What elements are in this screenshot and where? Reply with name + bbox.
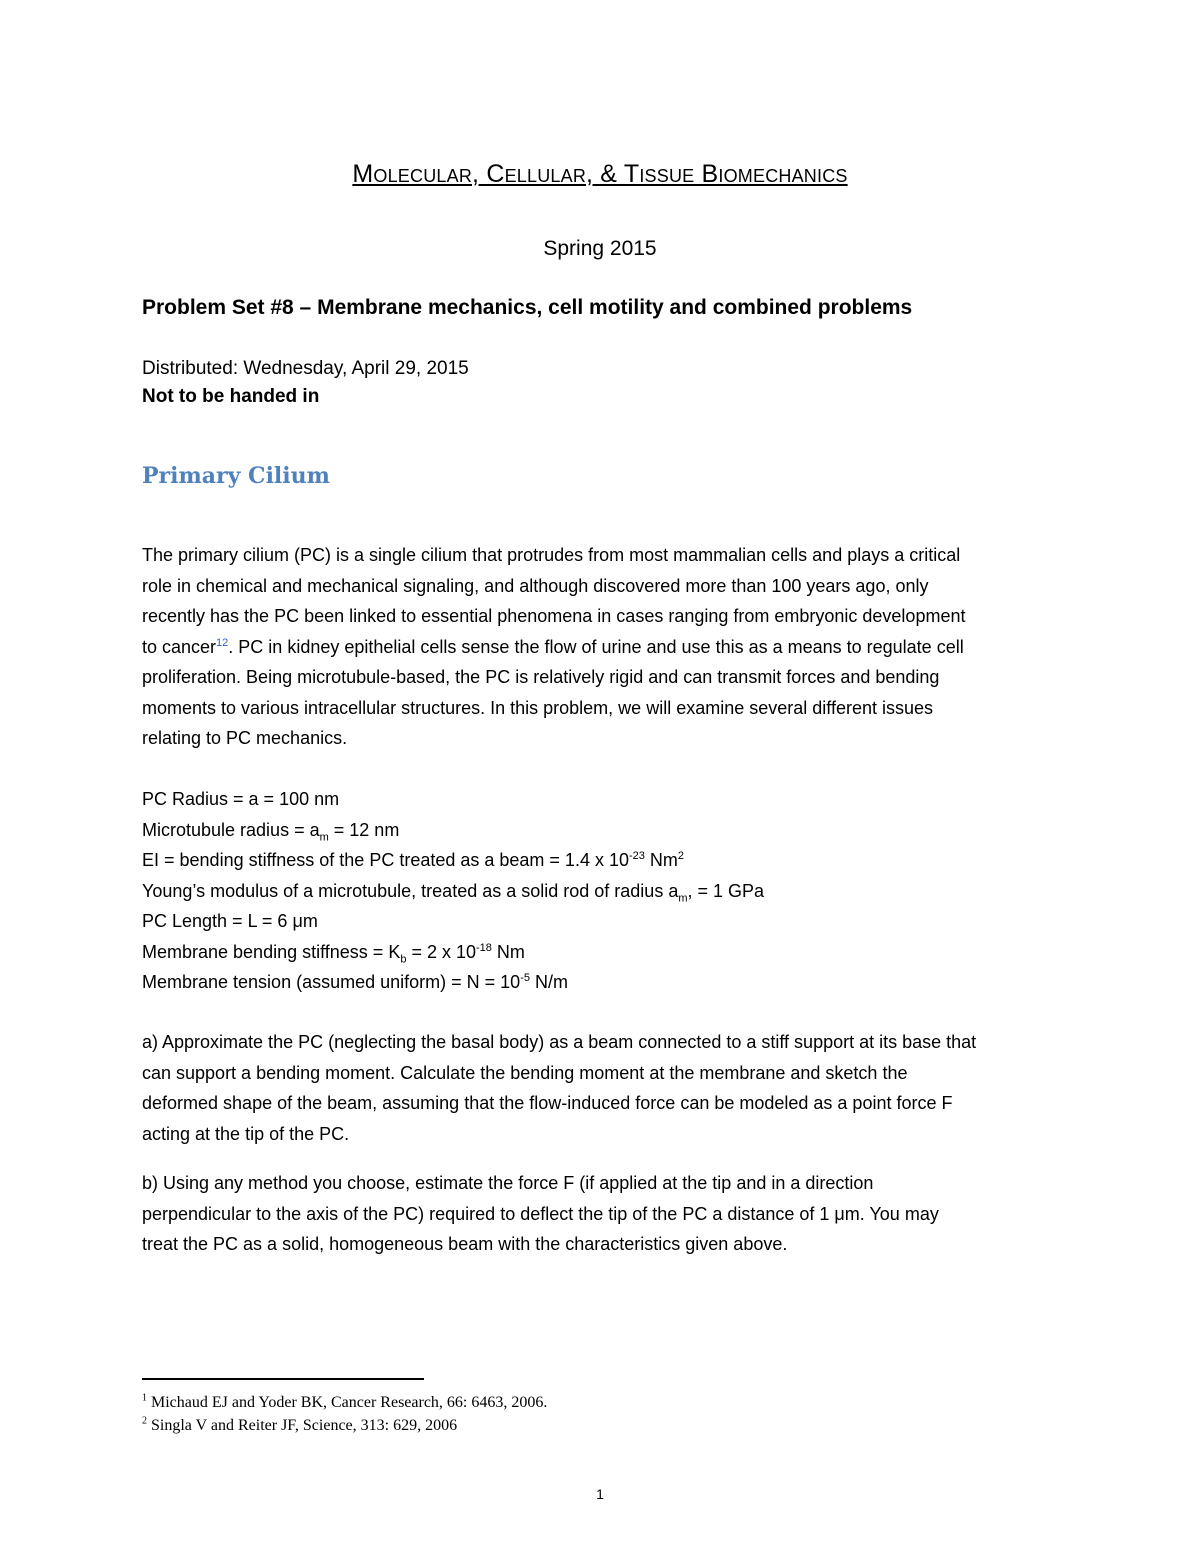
param-microtubule-radius: [142, 815, 1062, 846]
question-line: can support a bending moment. Calculate the bending moment at the membrane and sketch the: [142, 1062, 908, 1083]
param-text: Nm: [491, 941, 525, 962]
intro-line: proliferation. Being microtubule-based, the PC is relatively rigid and can transmit forces and bending: [142, 667, 940, 687]
footnote-text: Singla V and Reiter JF, Science, 313: 629, 2006: [147, 1417, 458, 1434]
param-superscript: -23: [628, 850, 645, 862]
intro-line: [142, 632, 1062, 663]
question-line: deformed shape of the beam, assuming that the flow-induced force can be modeled as a point force F: [142, 1093, 953, 1113]
param-text: = 2 x 10: [406, 941, 477, 962]
intro-line: recently has the PC been linked to essential phenomena in cases ranging from embryonic development: [142, 606, 966, 626]
intro-line: moments to various intracellular structures. In this problem, we will examine several different issues: [142, 697, 933, 718]
footnote-mark: 2: [142, 1415, 147, 1427]
param-text: Young’s modulus of a microtubule, treated as a solid rod of radius a: [142, 880, 679, 901]
question-line: a) Approximate the PC (neglecting the basal body) as a beam connected to a stiff support at its base that: [142, 1032, 977, 1052]
question-line: perpendicular to the axis of the PC) required to deflect the tip of the PC a distance of 1 μm. You may: [142, 1203, 939, 1224]
footnote-mark: 1: [142, 1392, 147, 1404]
intro-line: role in chemical and mechanical signaling, and although discovered more than 100 years ago, only: [142, 575, 929, 596]
param-subscript: m: [319, 831, 329, 844]
course-title: Molecular, Cellular, & Tissue Biomechanics: [352, 160, 848, 188]
param-subscript: m: [678, 892, 688, 905]
intro-line: The primary cilium (PC) is a single cilium that protrudes from most mammalian cells and plays a critical: [142, 545, 961, 565]
section-heading: Primary Cilium: [142, 463, 330, 489]
param-pc-length: PC Length = L = 6 μm: [142, 911, 318, 931]
param-text: Microtubule radius = a: [142, 819, 320, 840]
param-text: N/m: [529, 972, 568, 992]
question-part-b: [142, 1168, 1062, 1260]
param-text: Nm: [644, 850, 678, 870]
param-text: Membrane bending stiffness = K: [142, 941, 401, 962]
footnote-1: [142, 1394, 547, 1412]
param-membrane-bending-stiffness: [142, 937, 1062, 968]
footnote-text: Michaud EJ and Yoder BK, Cancer Research, 66: 6463, 2006.: [147, 1394, 548, 1411]
param-bending-stiffness: [142, 845, 1062, 876]
footnote-reference[interactable]: 12: [216, 636, 229, 649]
page-number: 1: [596, 1486, 604, 1502]
question-part-a: [142, 1027, 1062, 1149]
parameters-list: [142, 784, 1062, 998]
param-text: Membrane tension (assumed uniform) = N = 10: [142, 972, 521, 992]
distributed-date: Distributed: Wednesday, April 29, 2015: [142, 358, 469, 379]
intro-text: . PC in kidney epithelial cells sense the flow of urine and use this as a means to regulate cell: [228, 636, 964, 657]
not-handed-in-note: Not to be handed in: [142, 386, 320, 407]
param-text: , = 1 GPa: [687, 880, 765, 901]
param-superscript: -5: [520, 972, 530, 984]
question-line: b) Using any method you choose, estimate the force F (if applied at the tip and in a direction: [142, 1173, 874, 1193]
param-membrane-tension: [142, 967, 1062, 998]
param-superscript: -18: [476, 941, 492, 954]
intro-text: to cancer: [142, 636, 217, 657]
param-youngs-modulus: [142, 876, 1062, 907]
intro-line: relating to PC mechanics.: [142, 728, 348, 748]
param-subscript: b: [400, 953, 407, 966]
param-superscript: 2: [677, 850, 685, 862]
problem-set-title: Problem Set #8 – Membrane mechanics, cell motility and combined problems: [142, 296, 913, 319]
question-line: treat the PC as a solid, homogeneous beam with the characteristics given above.: [142, 1234, 788, 1254]
question-line: acting at the tip of the PC.: [142, 1123, 350, 1144]
footnote-separator: [142, 1378, 424, 1380]
intro-paragraph: [142, 540, 1062, 754]
param-text: = 12 nm: [328, 819, 400, 840]
param-pc-radius: PC Radius = a = 100 nm: [142, 789, 340, 809]
param-text: EI = bending stiffness of the PC treated as a beam = 1.4 x 10: [142, 850, 629, 870]
term: Spring 2015: [543, 237, 657, 260]
footnote-2: [142, 1417, 457, 1435]
